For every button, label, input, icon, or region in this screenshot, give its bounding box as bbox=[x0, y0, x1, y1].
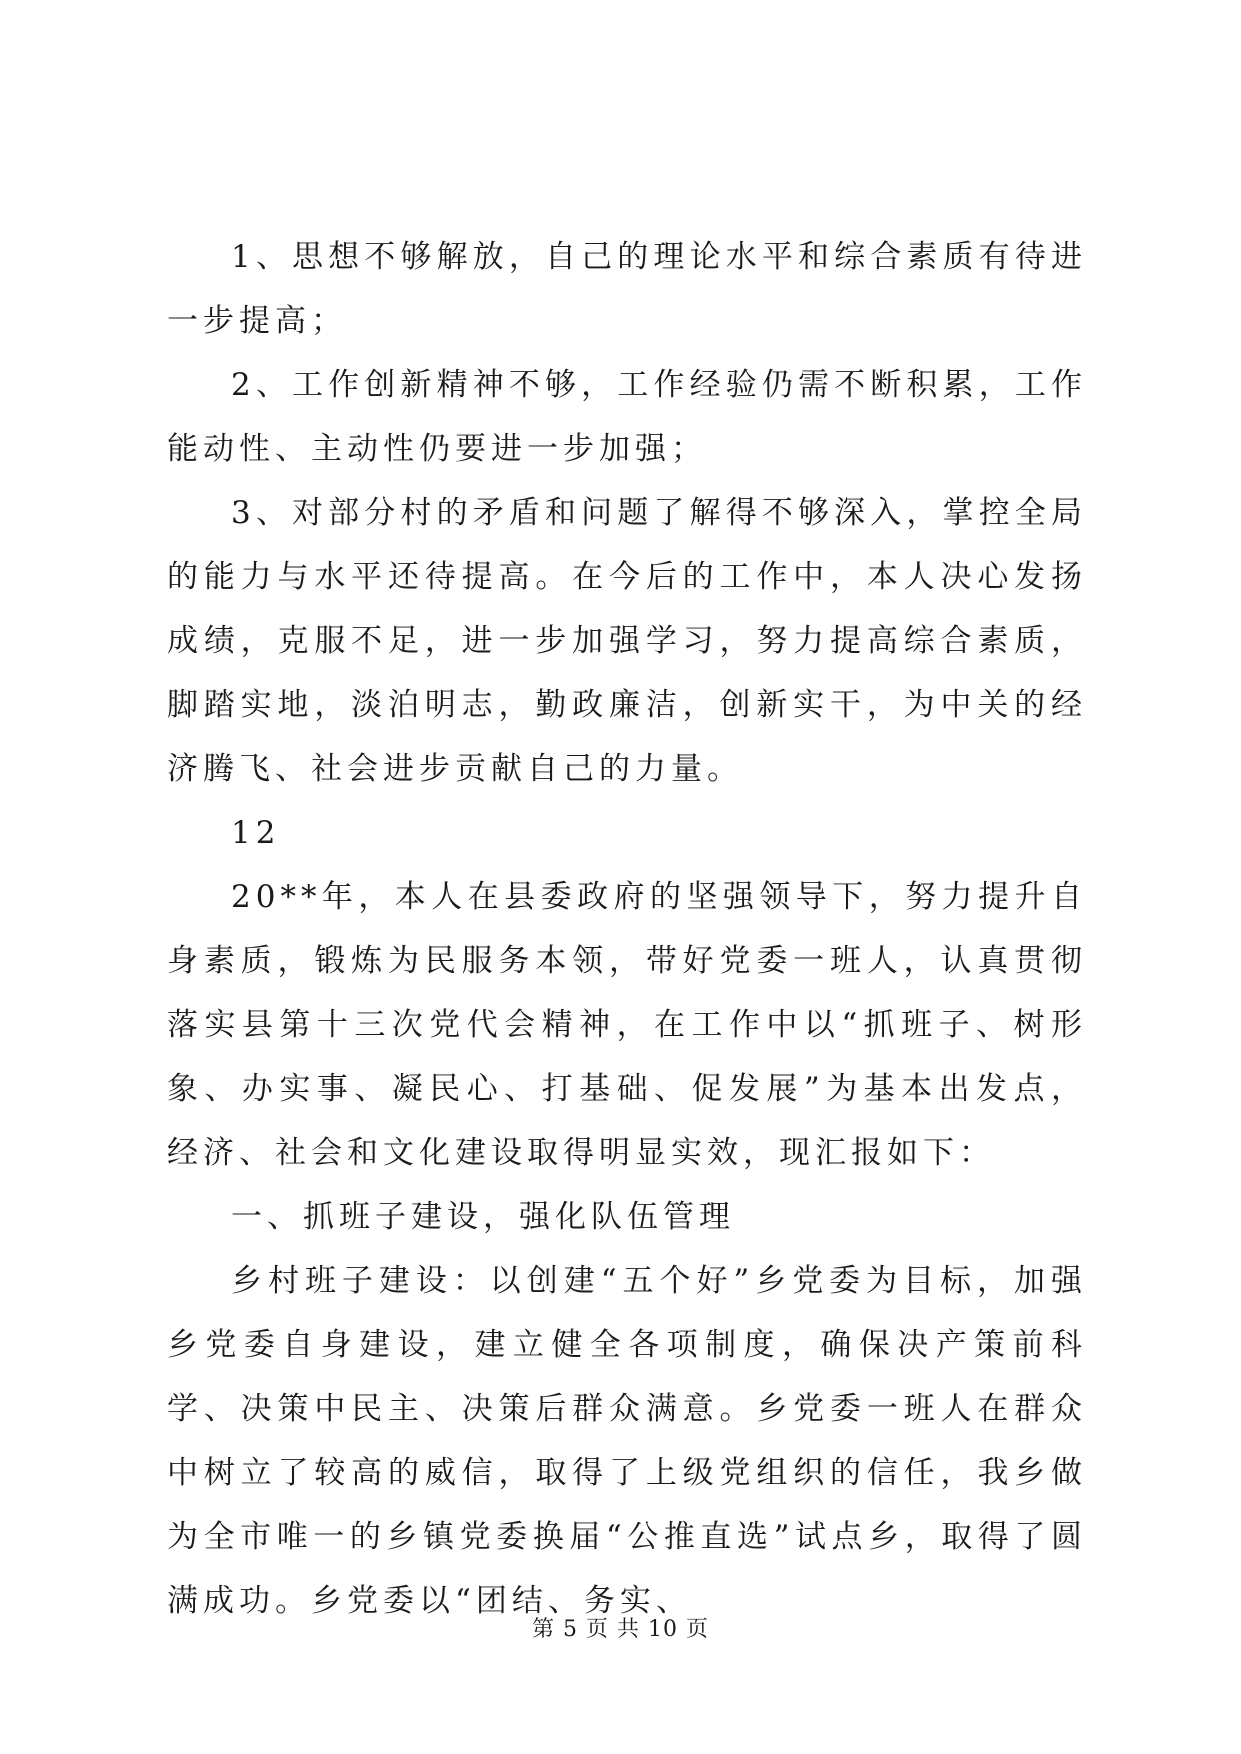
paragraph-number: 12 bbox=[231, 815, 281, 851]
paragraph-body: 乡村班子建设：以创建“五个好”乡党委为目标，加强乡党委自身建设，建立健全各项制度，确保决产策前科学、决策中民主、决策后群众满意。乡党委一班人在群众中树立了较高的威信，取得了上级党组织的信任，我乡做为全市唯一的乡镇党委换届“公推直选”试点乡，取得了圆满成功。乡党委以“团结、务实、 bbox=[167, 1263, 1087, 1619]
section-heading: 一、抓班子建设，强化队伍管理 bbox=[231, 1199, 735, 1235]
paragraph-item-3: 3、对部分村的矛盾和问题了解得不够深入，掌控全局的能力与水平还待提高。在今后的工作中，本人决心发扬成绩，克服不足，进一步加强学习，努力提高综合素质，脚踏实地，淡泊明志，勤政廉洁，创新实干，为中关的经济腾飞、社会进步贡献自己的力量。 bbox=[167, 495, 1087, 787]
document-body bbox=[167, 225, 1087, 1633]
paragraph-item-2: 2、工作创新精神不够，工作经验仍需不断积累，工作能动性、主动性仍要进一步加强； bbox=[167, 367, 1087, 467]
page-footer: 第 5 页 共 10 页 bbox=[532, 1617, 709, 1642]
paragraph-item-1: 1、思想不够解放，自己的理论水平和综合素质有待进一步提高； bbox=[167, 239, 1087, 339]
paragraph-intro: 20**年，本人在县委政府的坚强领导下，努力提升自身素质，锻炼为民服务本领，带好党委一班人，认真贯彻落实县第十三次党代会精神，在工作中以“抓班子、树形象、办实事、凝民心、打基础、促发展”为基本出发点，经济、社会和文化建设取得明显实效，现汇报如下： bbox=[167, 879, 1087, 1171]
